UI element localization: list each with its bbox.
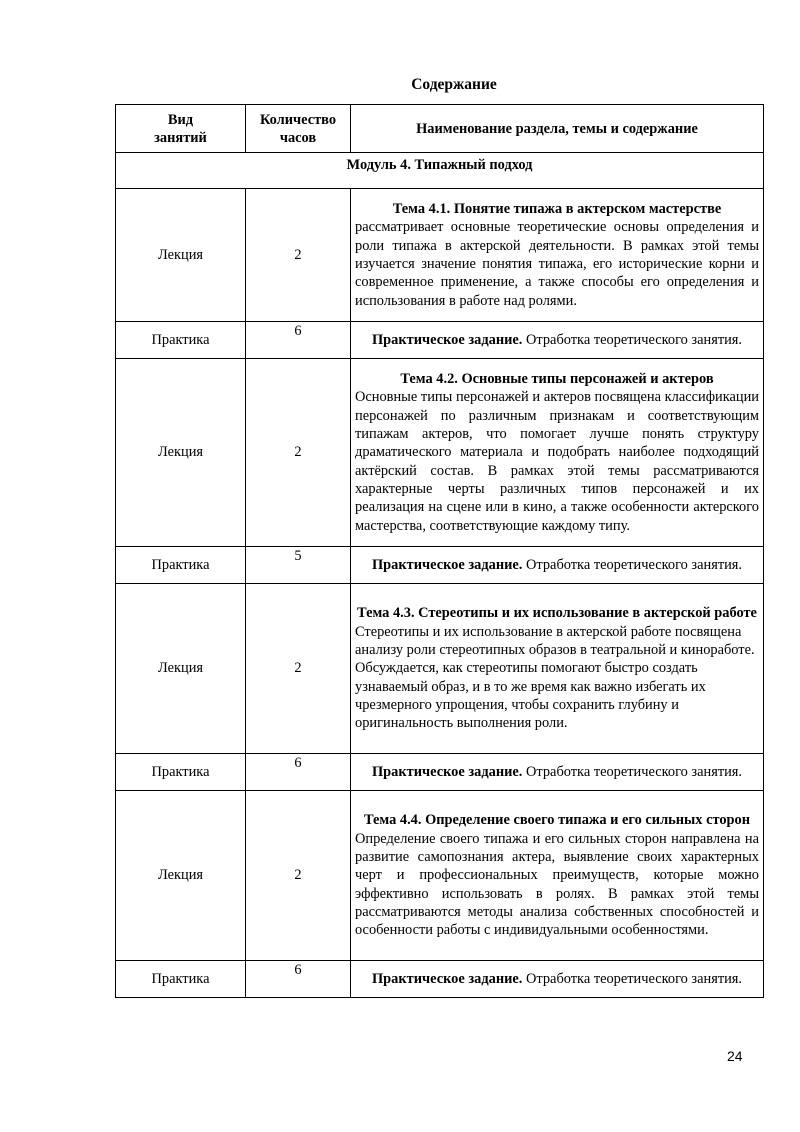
header-kind: Вид занятий xyxy=(116,105,246,153)
topic-description: Определение своего типажа и его сильных сторон направлена на развитие самопознания актера, выявление своих характерных черт и профессиональных преимуществ, которые можно эффективно использовать в ролях. В рамках этой темы рассматриваются методы анализа собственных способностей и особенности работы с индивидуальными особенностями. xyxy=(355,830,759,939)
practice-label: Практическое задание. xyxy=(371,331,523,348)
module-row xyxy=(116,153,764,189)
lesson-hours: 6 xyxy=(246,961,351,998)
lesson-hours: 6 xyxy=(246,754,351,791)
lesson-kind: Лекция xyxy=(116,189,246,322)
table-header-row xyxy=(116,105,764,153)
lesson-kind: Лекция xyxy=(116,584,246,754)
practice-description: Отработка теоретического занятия. xyxy=(526,331,743,348)
lesson-kind: Практика xyxy=(116,322,246,359)
lesson-content xyxy=(351,791,764,961)
header-hours: Количество часов xyxy=(246,105,351,153)
topic-title: Тема 4.2. Основные типы персонажей и актеров xyxy=(400,371,714,388)
lesson-content xyxy=(351,547,764,584)
lesson-kind: Лекция xyxy=(116,359,246,547)
practice-description: Отработка теоретического занятия. xyxy=(526,970,743,987)
lesson-hours: 6 xyxy=(246,322,351,359)
module-title: Модуль 4. Типажный подход xyxy=(116,153,764,189)
lesson-hours: 2 xyxy=(246,584,351,754)
lesson-hours: 2 xyxy=(246,189,351,322)
lesson-content xyxy=(351,359,764,547)
practice-description: Отработка теоретического занятия. xyxy=(526,763,743,780)
topic-description: Стереотипы и их использование в актерской работе посвящена анализу роли стереотипных образов в театральной и киноработе. Обсуждается, как стереотипы помогают быстро создать узнаваемый образ, и в то же время как важно избегать их чрезмерного упрощения, чтобы сохранить глубину и оригинальность выполнения роли. xyxy=(355,623,755,732)
lesson-kind: Практика xyxy=(116,547,246,584)
header-content: Наименование раздела, темы и содержание xyxy=(351,105,764,153)
lesson-hours: 2 xyxy=(246,359,351,547)
lesson-hours: 2 xyxy=(246,791,351,961)
table-row xyxy=(116,189,764,322)
lesson-content xyxy=(351,189,764,322)
lesson-hours: 5 xyxy=(246,547,351,584)
lesson-content xyxy=(351,322,764,359)
table-row xyxy=(116,359,764,547)
table-row xyxy=(116,584,764,754)
lesson-kind: Практика xyxy=(116,754,246,791)
table-row xyxy=(116,547,764,584)
lesson-content xyxy=(351,961,764,998)
page-title: Содержание xyxy=(411,76,497,93)
lesson-kind: Лекция xyxy=(116,791,246,961)
table-row xyxy=(116,961,764,998)
topic-title: Тема 4.1. Понятие типажа в актерском мастерстве xyxy=(392,201,722,218)
topic-description: рассматривает основные теоретические основы определения и роли типажа в актерской деятельности. В рамках этой темы изучается значение понятия типажа, его исторические корни и современное применение, а также способы его определения и использования в работе над ролями. xyxy=(355,219,759,309)
practice-label: Практическое задание. xyxy=(371,763,523,780)
topic-title: Тема 4.4. Определение своего типажа и его сильных сторон xyxy=(363,812,751,829)
page-number: 24 xyxy=(727,1048,743,1064)
course-content-table xyxy=(115,104,764,998)
lesson-content xyxy=(351,584,764,754)
table-row xyxy=(116,322,764,359)
practice-description: Отработка теоретического занятия. xyxy=(526,556,743,573)
table-row xyxy=(116,754,764,791)
practice-label: Практическое задание. xyxy=(371,556,523,573)
practice-label: Практическое задание. xyxy=(371,970,523,987)
lesson-content xyxy=(351,754,764,791)
topic-title: Тема 4.3. Стереотипы и их использование в актерской работе xyxy=(357,605,757,622)
lesson-kind: Практика xyxy=(116,961,246,998)
topic-description: Основные типы персонажей и актеров посвящена классификации персонажей по различным признакам и соответствующим типажам актеров, что помогает лучше понять структуру драматического материала и подобрать наиболее подходящий актёрский состав. В рамках этой темы рассматриваются характерные черты различных типов персонажей и их реализация на сцене или в кино, а также особенности актерского мастерства, соответствующие каждому типу. xyxy=(355,389,759,534)
table-row xyxy=(116,791,764,961)
